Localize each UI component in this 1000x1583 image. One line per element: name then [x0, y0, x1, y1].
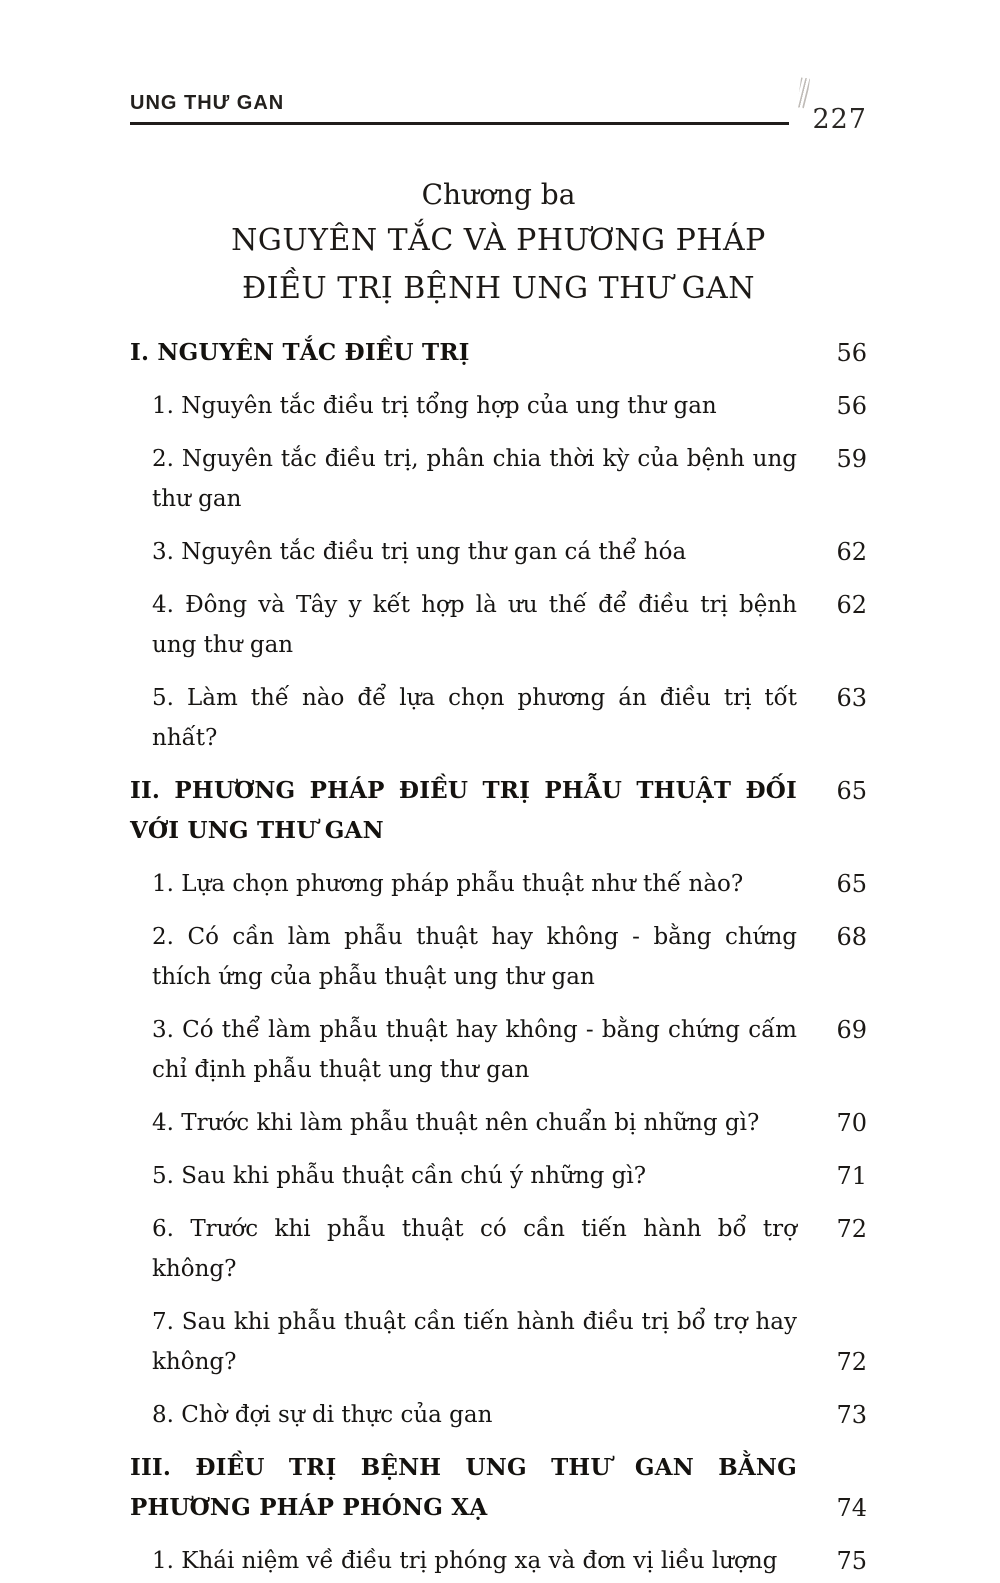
running-title: UNG THƯ GAN [130, 92, 285, 114]
page-number-block [789, 104, 867, 135]
toc-entry-page: 70 [836, 1109, 867, 1137]
toc-item-row [130, 917, 867, 997]
binding-mark-icon [797, 78, 810, 109]
running-header [130, 92, 867, 135]
toc-entry-text: 2. Nguyên tắc điều trị, phân chia thời kỳ của bệnh ung thư gan [152, 446, 797, 512]
toc-item-row [130, 386, 867, 426]
toc-item-row [130, 439, 867, 519]
toc-item-row [130, 1156, 867, 1196]
toc-entry-page: 62 [836, 591, 867, 619]
chapter-kicker: Chương ba [421, 178, 576, 211]
toc-entry-page: 65 [836, 777, 867, 805]
toc-item-row [130, 1541, 867, 1581]
toc-entry-page: 62 [836, 538, 867, 566]
toc-entry-text: I. NGUYÊN TẮC ĐIỀU TRỊ [130, 339, 470, 366]
toc-entry-page: 68 [836, 923, 867, 951]
toc-entry-text: III. ĐIỀU TRỊ BỆNH UNG THƯ GAN BẰNG PHƯƠNG PHÁP PHÓNG XẠ [130, 1454, 797, 1521]
toc-entry-text: 5. Làm thế nào để lựa chọn phương án điều trị tốt nhất? [152, 685, 797, 751]
toc-item-row [130, 864, 867, 904]
toc-entry-text: 1. Nguyên tắc điều trị tổng hợp của ung thư gan [152, 393, 717, 419]
chapter-heading [130, 173, 867, 313]
toc-entry-page: 74 [836, 1494, 867, 1522]
toc-entry-page: 72 [836, 1215, 867, 1243]
toc-entry-text: 8. Chờ đợi sự di thực của gan [152, 1402, 493, 1428]
toc-entry-text: 2. Có cần làm phẫu thuật hay không - bằng chứng thích ứng của phẫu thuật ung thư gan [152, 924, 797, 990]
toc-item-row [130, 678, 867, 758]
toc-section-row [130, 1448, 867, 1528]
toc-entry-page: 63 [836, 684, 867, 712]
toc-list [130, 333, 867, 1581]
toc-entry-text: 4. Trước khi làm phẫu thuật nên chuẩn bị những gì? [152, 1110, 760, 1136]
toc-entry-text: 3. Nguyên tắc điều trị ung thư gan cá thể hóa [152, 539, 687, 565]
toc-section-row [130, 771, 867, 851]
toc-entry-page: 69 [836, 1016, 867, 1044]
toc-entry-text: 1. Khái niệm về điều trị phóng xạ và đơn vị liều lượng [152, 1548, 778, 1574]
toc-entry-text: 3. Có thể làm phẫu thuật hay không - bằng chứng cấm chỉ định phẫu thuật ung thư gan [152, 1017, 797, 1083]
chapter-title-line-1: NGUYÊN TẮC VÀ PHƯƠNG PHÁP [231, 223, 766, 258]
page-number: 227 [812, 104, 867, 135]
toc-entry-text: 6. Trước khi phẫu thuật có cần tiến hành bổ trợ không? [152, 1216, 797, 1282]
toc-item-row [130, 585, 867, 665]
running-header-rule [130, 92, 789, 125]
toc-entry-text: 5. Sau khi phẫu thuật cần chú ý những gì? [152, 1163, 647, 1189]
toc-entry-text: II. PHƯƠNG PHÁP ĐIỀU TRỊ PHẪU THUẬT ĐỐI VỚI UNG THƯ GAN [130, 777, 797, 844]
toc-item-row [130, 1395, 867, 1435]
toc-entry-page: 56 [836, 392, 867, 420]
toc-item-row [130, 532, 867, 572]
toc-section-row [130, 333, 867, 373]
toc-entry-text: 1. Lựa chọn phương pháp phẫu thuật như thế nào? [152, 871, 744, 897]
toc-entry-page: 73 [836, 1401, 867, 1429]
toc-entry-page: 72 [836, 1348, 867, 1376]
toc-entry-text: 4. Đông và Tây y kết hợp là ưu thế để điều trị bệnh ung thư gan [152, 592, 797, 658]
toc-entry-page: 75 [836, 1547, 867, 1575]
toc-entry-page: 56 [836, 339, 867, 367]
toc-item-row [130, 1302, 867, 1382]
toc-entry-page: 71 [836, 1162, 867, 1190]
toc-entry-text: 7. Sau khi phẫu thuật cần tiến hành điều trị bổ trợ hay không? [152, 1309, 797, 1375]
toc-item-row [130, 1103, 867, 1143]
toc-entry-page: 59 [836, 445, 867, 473]
toc-entry-page: 65 [836, 870, 867, 898]
chapter-title-line-2: ĐIỀU TRỊ BỆNH UNG THƯ GAN [241, 271, 756, 306]
toc-item-row [130, 1010, 867, 1090]
toc-item-row [130, 1209, 867, 1289]
